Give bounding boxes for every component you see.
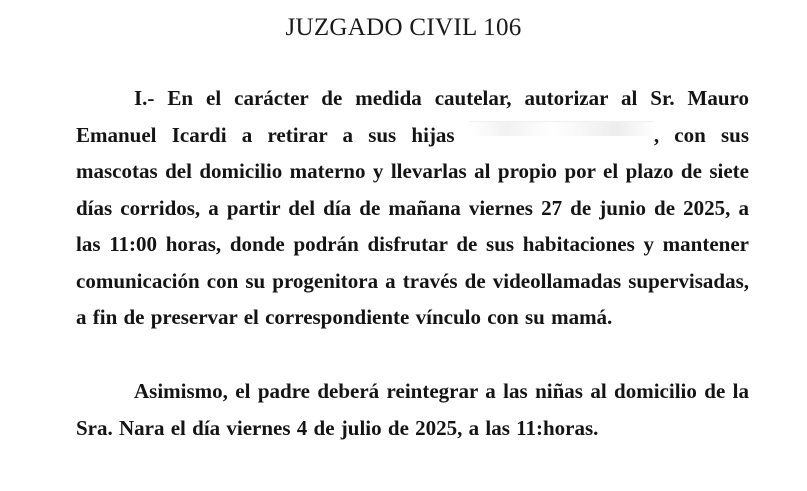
paragraph-measure-cautelar xyxy=(76,80,749,336)
paragraph-reintegro: Asimismo, el padre deberá reintegrar a las niñas al domicilio de la Sra. Nara el día viernes 4 de julio de 2025, a las 11:horas. xyxy=(76,379,749,440)
paragraph-text-part-1: En el carácter de medida cautelar, autorizar al Sr. Mauro Emanuel Icardi a retirar a sus hijas xyxy=(76,86,749,147)
court-header: JUZGADO CIVIL 106 xyxy=(285,14,522,41)
redacted-names xyxy=(470,121,654,136)
paragraph-text-part-2: , con sus mascotas del domicilio materno y llevarlas al propio por el plazo de siete días corridos, a partir del día de mañana viernes 27 de junio de 2025, a las 11:00 horas, donde podrán disfrutar de sus habitaciones y mantener comunicación con su progenitora a través de videollamadas supervisadas, a fin de preservar el correspondiente vínculo con su mamá. xyxy=(76,122,749,329)
paragraph-numeral: I.- xyxy=(134,86,155,110)
